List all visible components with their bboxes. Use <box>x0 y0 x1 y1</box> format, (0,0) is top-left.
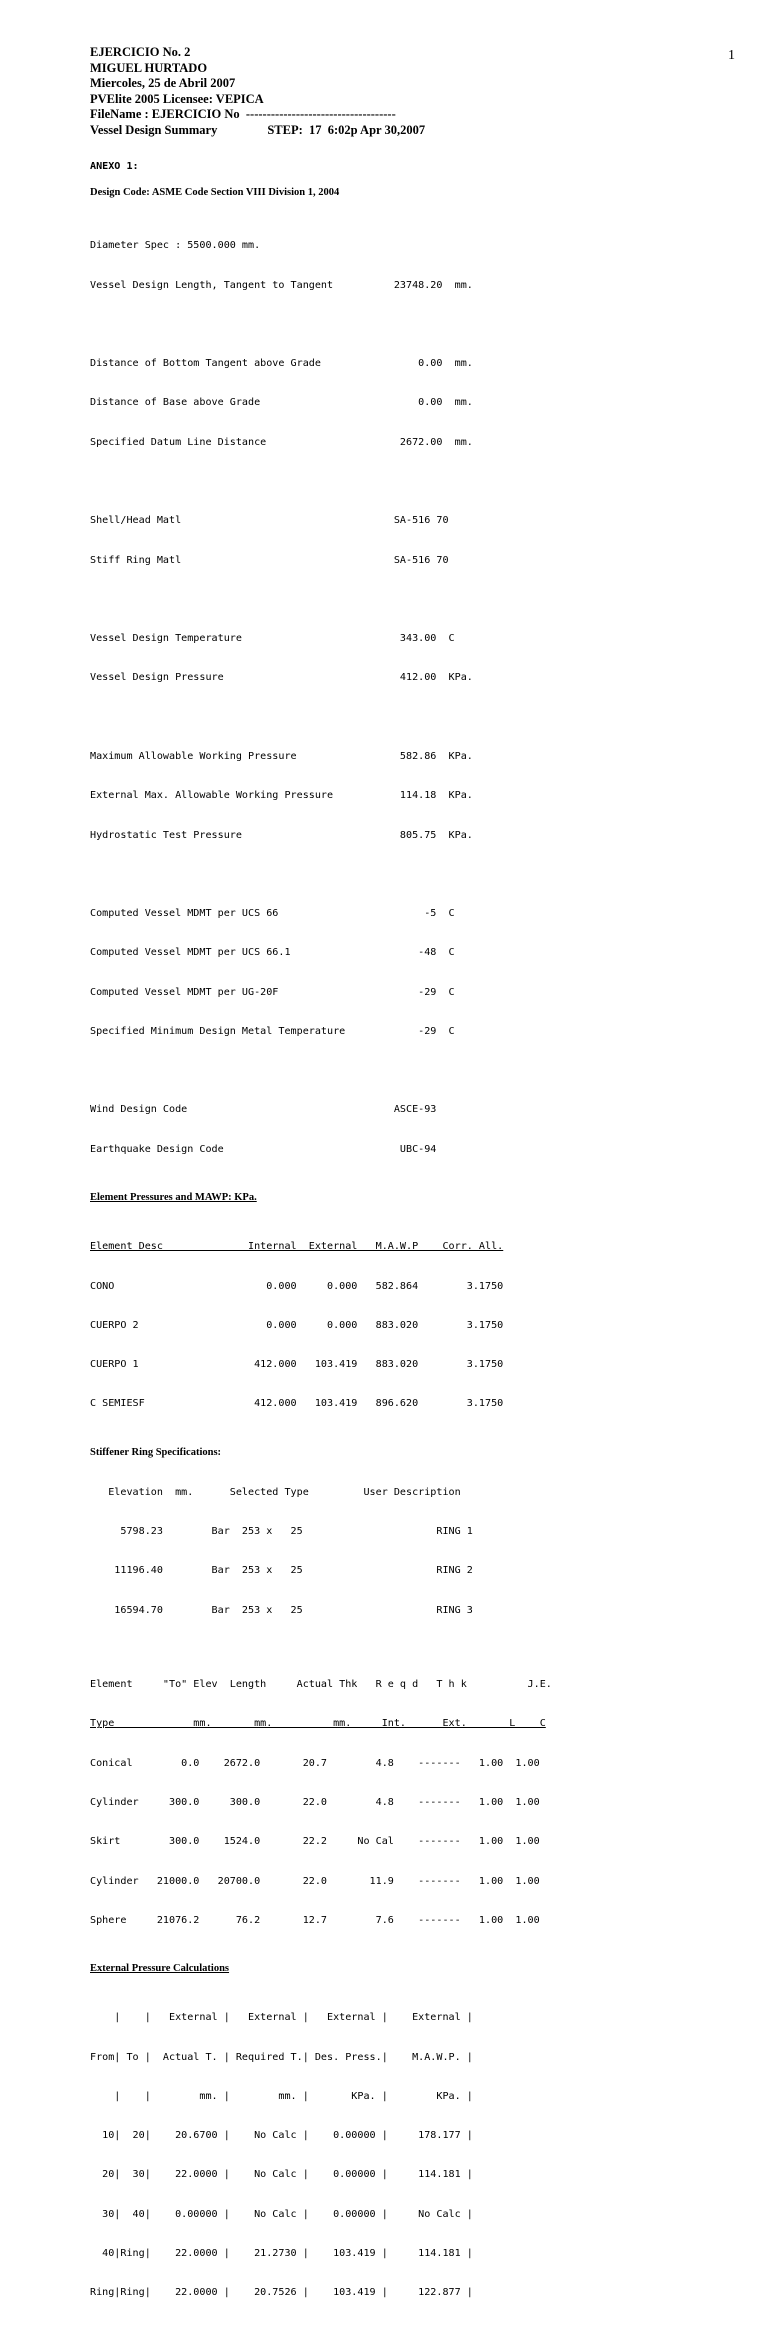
table-row: From| To | Actual T. | Required T.| Des. Press.| M.A.W.P. | <box>90 2051 473 2063</box>
spec-line <box>90 711 750 724</box>
spec-line: Specified Datum Line Distance 2672.00 mm. <box>90 436 473 448</box>
table-row: Ring|Ring| 22.0000 | 20.7526 | 103.419 | 122.877 | <box>90 2287 473 2299</box>
external-pressure-title: External Pressure Calculations <box>90 1963 230 1975</box>
table-header: Elevation mm. Selected Type User Description <box>90 1486 461 1498</box>
spec-line <box>90 475 750 488</box>
filename: FileName : EJERCICIO No ------------------------------------ <box>90 107 396 121</box>
design-specs <box>90 213 750 1182</box>
design-code: Design Code: ASME Code Section VIII Division 1, 2004 <box>90 187 340 199</box>
table-row: 40|Ring| 22.0000 | 21.2730 | 103.419 | 114.181 | <box>90 2247 473 2259</box>
spec-line: Computed Vessel MDMT per UCS 66.1 -48 C <box>90 947 455 959</box>
document-date: Miercoles, 25 de Abril 2007 <box>90 76 236 90</box>
spec-line: External Max. Allowable Working Pressure 114.18 KPa. <box>90 790 473 802</box>
table-row: CONO 0.000 0.000 582.864 3.1750 <box>90 1280 504 1292</box>
spec-line: Earthquake Design Code UBC-94 <box>90 1143 437 1155</box>
table-header: Type mm. mm. mm. Int. Ext. L C <box>90 1718 546 1730</box>
table-row: CUERPO 1 412.000 103.419 883.020 3.1750 <box>90 1359 504 1371</box>
table-row: 10| 20| 20.6700 | No Calc | 0.00000 | 178.177 | <box>90 2130 473 2142</box>
spec-line: Hydrostatic Test Pressure 805.75 KPa. <box>90 829 473 841</box>
spec-line: Specified Minimum Design Metal Temperature -29 C <box>90 1025 455 1037</box>
annex-label: ANEXO 1: <box>90 161 139 172</box>
thickness-table <box>90 1652 750 1953</box>
spec-line: Maximum Allowable Working Pressure 582.86 KPa. <box>90 750 473 762</box>
spec-line <box>90 1064 750 1077</box>
summary-title: Vessel Design Summary <box>90 122 218 137</box>
page-number: 1 <box>728 48 735 63</box>
table-row: Cylinder 300.0 300.0 22.0 4.8 ------- 1.00 1.00 <box>90 1796 540 1808</box>
stiffener-table <box>90 1460 750 1643</box>
spec-line <box>90 868 750 881</box>
table-row: Sphere 21076.2 76.2 12.7 7.6 ------- 1.00 1.00 <box>90 1914 540 1926</box>
spec-line: Distance of Bottom Tangent above Grade 0.00 mm. <box>90 358 473 370</box>
element-pressures-table <box>90 1214 750 1437</box>
spec-line <box>90 318 750 331</box>
table-row: | | mm. | mm. | KPa. | KPa. | <box>90 2090 473 2102</box>
summary-line <box>90 123 425 139</box>
spec-line: Computed Vessel MDMT per UCS 66 -5 C <box>90 908 455 920</box>
external-pressure-table <box>90 1985 750 2325</box>
spec-line: Shell/Head Matl SA-516 70 <box>90 515 449 527</box>
table-row: C SEMIESF 412.000 103.419 896.620 3.1750 <box>90 1398 504 1410</box>
table-header: Element Desc Internal External M.A.W.P Corr. All. <box>90 1241 504 1253</box>
licensee: PVElite 2005 Licensee: VEPICA <box>90 91 264 106</box>
table-row: 16594.70 Bar 253 x 25 RING 3 <box>90 1604 473 1616</box>
spec-line <box>90 593 750 606</box>
table-row: 30| 40| 0.00000 | No Calc | 0.00000 | No Calc | <box>90 2208 473 2220</box>
stiffener-title: Stiffener Ring Specifications: <box>90 1446 222 1458</box>
spec-line: Stiff Ring Matl SA-516 70 <box>90 554 449 566</box>
step-info: STEP: 17 6:02p Apr 30,2007 <box>267 122 426 137</box>
spec-line: Diameter Spec : 5500.000 mm. <box>90 240 261 252</box>
spec-line: Distance of Base above Grade 0.00 mm. <box>90 397 473 409</box>
exercise-title: EJERCICIO No. 2 <box>90 45 191 59</box>
table-row: 5798.23 Bar 253 x 25 RING 1 <box>90 1526 473 1538</box>
table-row: 11196.40 Bar 253 x 25 RING 2 <box>90 1565 473 1577</box>
spec-line: Vessel Design Temperature 343.00 C <box>90 633 455 645</box>
table-header: Element "To" Elev Length Actual Thk R e q d T h k J.E. <box>90 1679 552 1691</box>
document-body <box>90 160 750 2326</box>
spec-line: Computed Vessel MDMT per UG-20F -29 C <box>90 986 455 998</box>
spec-line: Vessel Design Pressure 412.00 KPa. <box>90 672 473 684</box>
table-row: CUERPO 2 0.000 0.000 883.020 3.1750 <box>90 1319 504 1331</box>
table-row: 20| 30| 22.0000 | No Calc | 0.00000 | 114.181 | <box>90 2169 473 2181</box>
spec-line: Vessel Design Length, Tangent to Tangent 23748.20 mm. <box>90 279 473 291</box>
document-header <box>90 45 425 138</box>
author-name: MIGUEL HURTADO <box>90 60 208 75</box>
element-pressures-title: Element Pressures and MAWP: KPa. <box>90 1192 257 1204</box>
table-row: Conical 0.0 2672.0 20.7 4.8 ------- 1.00 1.00 <box>90 1757 540 1769</box>
table-row: Skirt 300.0 1524.0 22.2 No Cal ------- 1.00 1.00 <box>90 1836 540 1848</box>
table-row: Cylinder 21000.0 20700.0 22.0 11.9 ------- 1.00 1.00 <box>90 1875 540 1887</box>
table-row: | | External | External | External | External | <box>90 2012 473 2024</box>
spec-line: Wind Design Code ASCE-93 <box>90 1104 437 1116</box>
